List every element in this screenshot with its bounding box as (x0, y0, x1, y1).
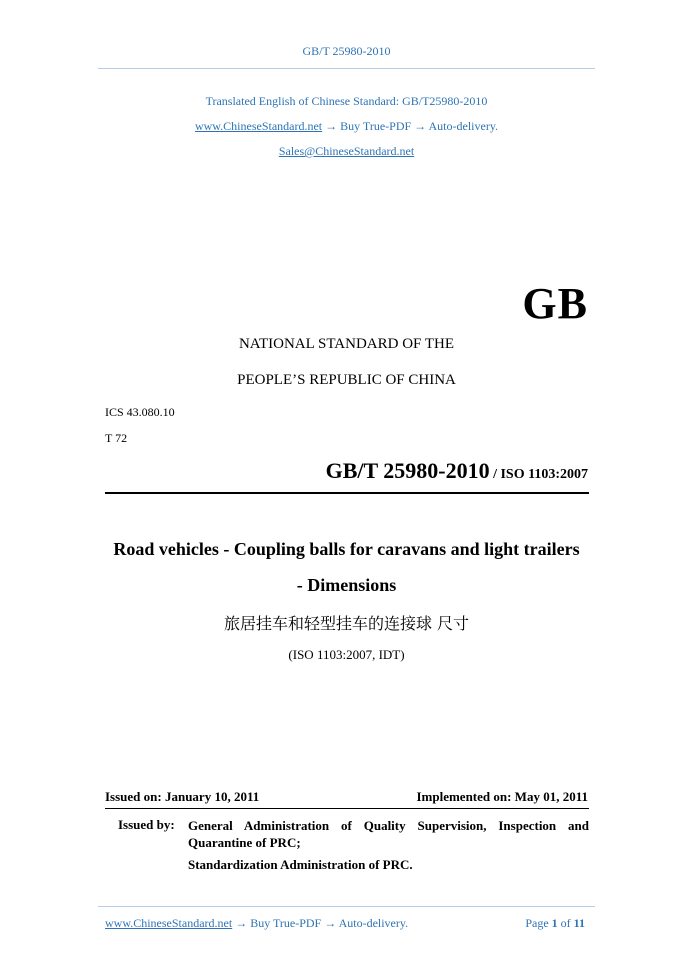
footer-site-link[interactable]: www.ChineseStandard.net (105, 916, 233, 930)
iso-code: / ISO 1103:2007 (489, 467, 588, 482)
running-header: GB/T 25980-2010 (302, 44, 391, 58)
title-line-1: Road vehicles - Coupling balls for caravans and light trailers (113, 539, 580, 559)
page-total: 11 (573, 916, 585, 930)
chinese-title: 旅居挂车和轻型挂车的连接球 尺寸 (223, 614, 470, 633)
promo-line-3 (0, 144, 693, 159)
issued-by-org-2: Standardization Administration of PRC. (188, 857, 413, 872)
dates-rule (105, 808, 589, 809)
title-line-2: - Dimensions (296, 575, 397, 595)
issued-date: Issued on: January 10, 2011 (105, 789, 260, 804)
of-label: of (557, 916, 574, 930)
implemented-date: Implemented on: May 01, 2011 (416, 789, 588, 804)
site-link[interactable]: www.ChineseStandard.net (194, 119, 323, 133)
ics-code: ICS 43.080.10 (105, 405, 175, 419)
standard-code: GB/T 25980-2010 (325, 458, 490, 483)
ccs-code: T 72 (105, 431, 128, 445)
header-divider (98, 68, 595, 69)
promo-line-1: Translated English of Chinese Standard: GB/T25980-2010 (205, 94, 488, 108)
national-line-1: NATIONAL STANDARD OF THE (238, 336, 455, 352)
promo-buy-text: → Buy True-PDF → Auto-delivery. (322, 119, 499, 133)
footer-buy-text: → Buy True-PDF → Auto-delivery. (232, 916, 409, 930)
issued-by-org-1: General Administration of Quality Supervision, Inspection and Quarantine of PRC; (188, 818, 589, 850)
footer-promo (105, 916, 408, 931)
title-rule (105, 492, 589, 494)
national-line-2: PEOPLE’S REPUBLIC OF CHINA (237, 372, 456, 388)
gb-logo: GB (522, 279, 588, 328)
issued-by-label: Issued by: (118, 817, 175, 832)
page-counter (525, 916, 585, 931)
iso-equivalence: (ISO 1103:2007, IDT) (288, 647, 405, 662)
page-label: Page (525, 916, 552, 930)
page-number: 1 (551, 916, 558, 930)
promo-line-2 (0, 119, 693, 134)
footer-divider (98, 906, 595, 907)
standard-number (326, 458, 588, 484)
email-link[interactable]: Sales@ChineseStandard.net (278, 144, 415, 158)
